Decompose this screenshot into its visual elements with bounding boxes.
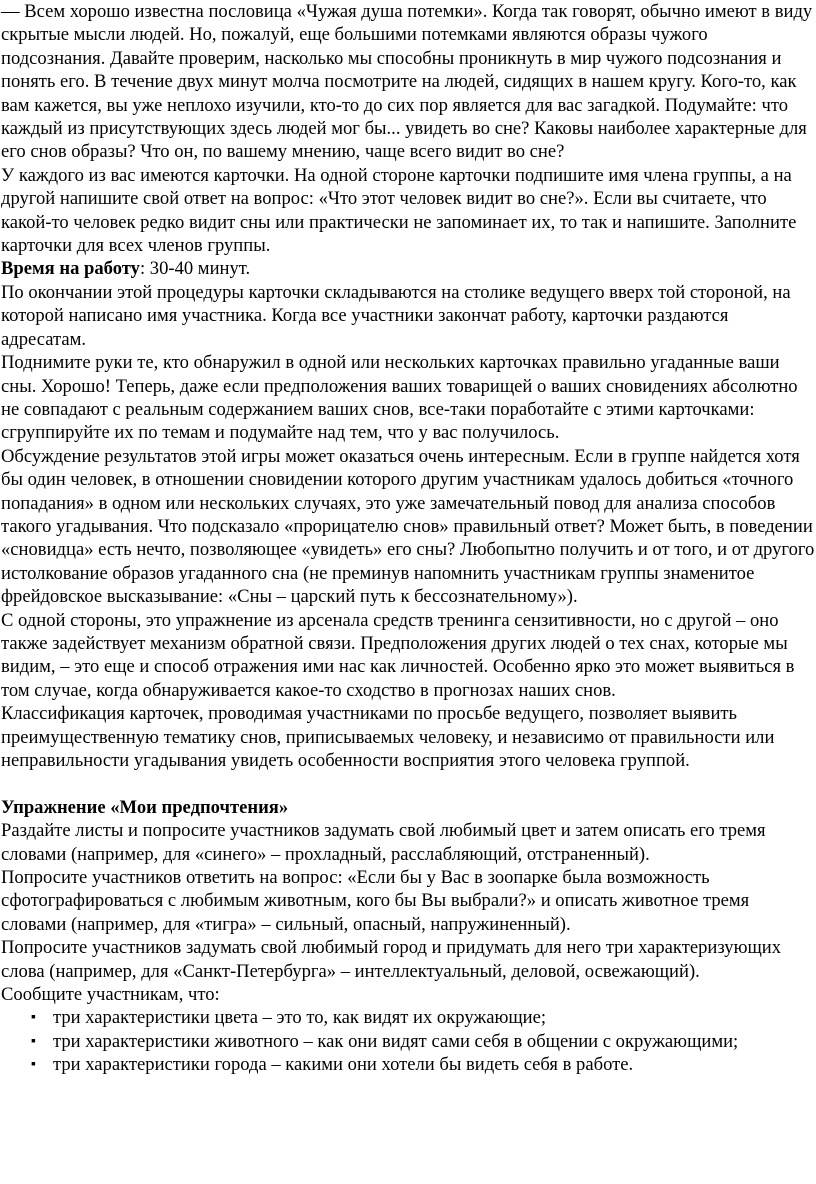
animal-paragraph: Попросите участников ответить на вопрос: «Если бы у Вас в зоопарке была возможность сфотографироваться с любимым животным, кого бы Вы выбрали?» и описать животное тремя словами (например, для «тигра» – сильный, опасный, напружиненный).: [1, 867, 750, 935]
section-spacer: [1, 772, 816, 795]
work-time-line: [1, 257, 816, 280]
raise-hands-paragraph: Поднимите руки те, кто обнаружил в одной или нескольких карточках правильно угаданные ваши сны. Хорошо! Теперь, даже если предположения ваших товарищей о ваших сновидениях абсолютно не совпадают с реальным содержанием ваших снов, все-таки поработайте с этими карточками: сгруппируйте их по темам и подумайте над тем, что у вас получилось.: [1, 352, 798, 444]
procedure-paragraph: По окончании этой процедуры карточки складываются на столике ведущего вверх той стороной, на которой написано имя участника. Когда все участники закончат работу, карточки раздаются адресатам.: [1, 281, 791, 350]
work-time-label: Время на работу: [1, 258, 140, 280]
square-bullet-icon: ▪: [31, 1057, 36, 1073]
classification-paragraph: Классификация карточек, проводимая участниками по просьбе ведущего, позволяет выявить преимущественную тематику снов, приписываемых человеку, и независимо от правильности или неправильности угадывания увидеть особенности восприятия этого человека группой.: [1, 703, 775, 771]
intro-paragraph: — Всем хорошо известна пословица «Чужая душа потемки». Когда так говорят, обычно имеют в виду скрытые мысли людей. Но, пожалуй, еще большими потемками являются образы чужого подсознания. Давайте проверим, насколько мы способны проникнуть в мир чужого подсознания и понять его. В течение двух минут молча посмотрите на людей, сидящих в нашем кругу. Кого-то, как вам кажется, вы уже неплохо изучили, кто-то до сих пор является для вас загадкой. Подумайте: что каждый из присутствующих здесь людей мог бы... увидеть во сне? Каковы наиболее характерные для его снов образы? Что он, по вашему мнению, чаще всего видит во сне?: [1, 1, 813, 163]
list-item-text: три характеристики цвета – это то, как видят их окружающие;: [53, 1007, 547, 1029]
list-item: [1, 1053, 816, 1076]
list-item: [1, 1030, 816, 1053]
color-paragraph: Раздайте листы и попросите участников задумать свой любимый цвет и затем описать его тремя словами (например, для «синего» – прохладный, расслабляющий, отстраненный).: [1, 820, 766, 865]
list-item: [1, 1006, 816, 1029]
cards-instruction-paragraph: У каждого из вас имеются карточки. На одной стороне карточки подпишите имя члена группы, а на другой напишите свой ответ на вопрос: «Что этот человек видит во сне?». Если вы считаете, что какой-то человек редко видит сны или практически не запоминает их, то так и напишите. Заполните карточки для всех членов группы.: [1, 164, 797, 257]
square-bullet-icon: ▪: [31, 1010, 36, 1026]
characteristics-list: [1, 1006, 816, 1076]
exercise-title: Упражнение «Мои предпочтения»: [1, 796, 289, 818]
sensitivity-paragraph: С одной стороны, это упражнение из арсенала средств тренинга сензитивности, но с другой – оно также задействует механизм обратной связи. Предположения других людей о тех снах, которые мы видим, – это еще и способ отражения ими нас как личностей. Особенно ярко это может выявиться в том случае, когда обнаруживается какое-то сходство в прогнозах наших снов.: [1, 609, 795, 701]
list-item-text: три характеристики города – какими они хотели бы видеть себя в работе.: [53, 1054, 634, 1076]
list-item-text: три характеристики животного – как они видят сами себя в общении с окружающими;: [53, 1030, 739, 1052]
inform-paragraph: Сообщите участникам, что:: [1, 984, 220, 1006]
discussion-paragraph: Обсуждение результатов этой игры может оказаться очень интересным. Если в группе найдется хотя бы один человек, в отношении сновидении которого другим участникам удалось добиться «точного попадания» в одном или нескольких случаях, это уже замечательный повод для анализа способов такого угадывания. Что подсказало «прорицателю снов» правильный ответ? Может быть, в поведении «сновидца» есть нечто, позволяющее «увидеть» его сны? Любопытно получить и от того, и от другого истолкование образов угаданного сна (не преминув напомнить участникам группы знаменитое фрейдовское высказывание: «Сны – царский путь к бессознательному»).: [1, 445, 815, 608]
city-paragraph: Попросите участников задумать свой любимый город и придумать для него три характеризующих слова (например, для «Санкт-Петербурга» – интеллектуальный, деловой, освежающий).: [1, 937, 782, 982]
square-bullet-icon: ▪: [31, 1033, 36, 1049]
work-time-value: : 30-40 минут.: [139, 258, 251, 280]
